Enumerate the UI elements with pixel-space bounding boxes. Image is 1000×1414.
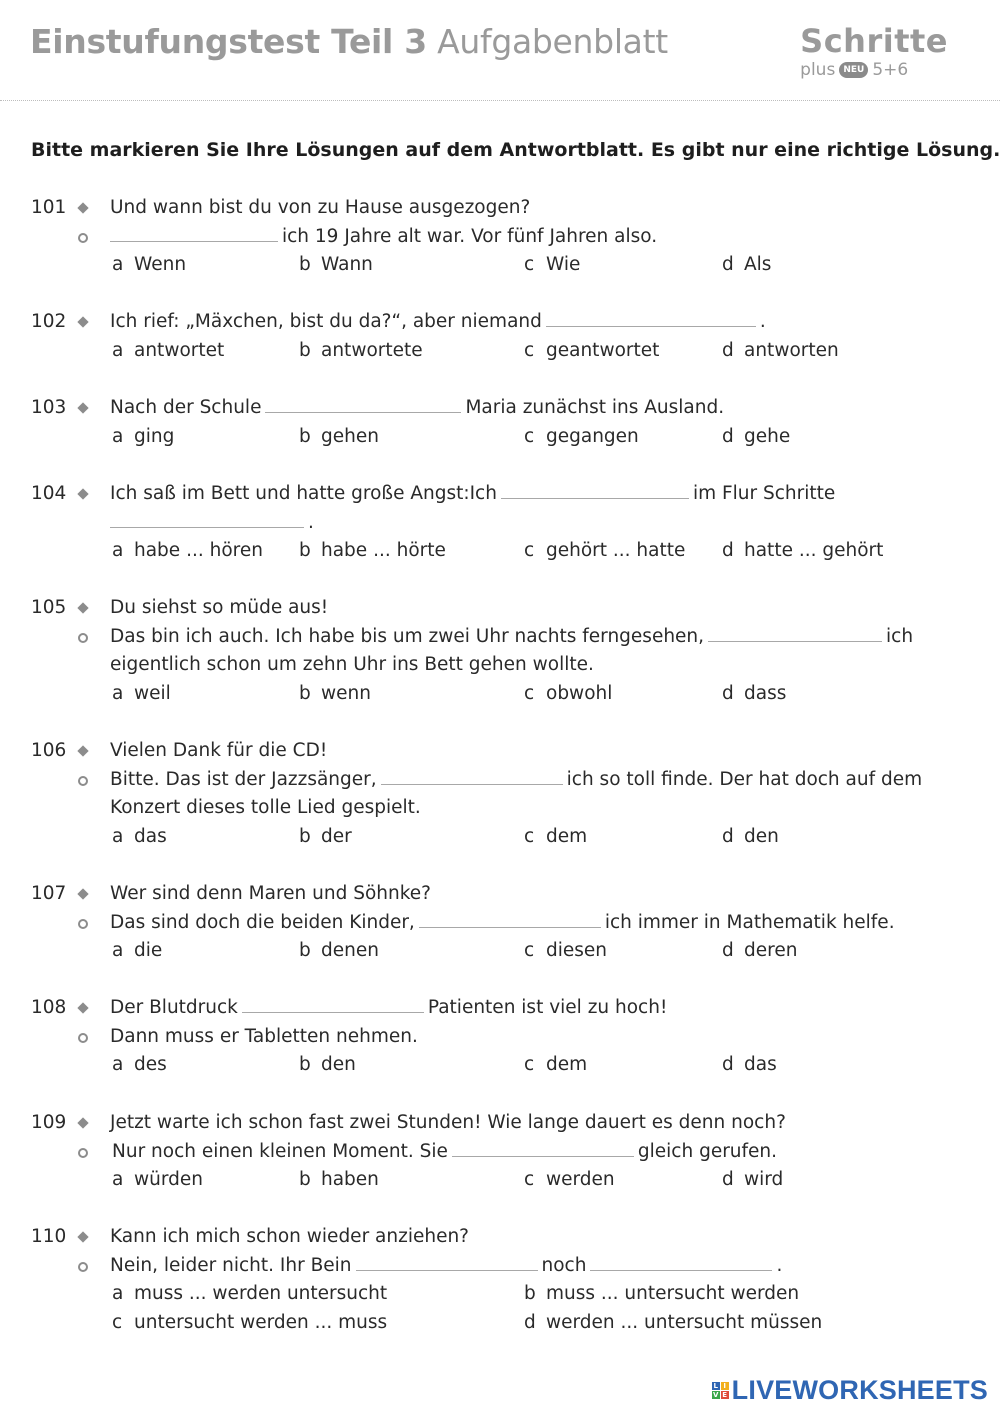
- option-letter: a: [112, 425, 124, 447]
- question-prompt: [110, 994, 667, 1023]
- option-d[interactable]: [722, 1051, 777, 1080]
- reply-text: ich so toll finde. Der hat doch auf dem: [566, 768, 923, 790]
- option-letter: c: [524, 425, 535, 447]
- option-letter: d: [722, 254, 734, 276]
- option-letter: a: [112, 940, 124, 962]
- answer-blank[interactable]: [546, 308, 756, 327]
- option-b[interactable]: [299, 251, 373, 280]
- option-b[interactable]: [299, 1051, 356, 1080]
- reply-text: Nur noch einen kleinen Moment. Sie: [112, 1140, 448, 1162]
- reply-line: [106, 223, 657, 252]
- option-letter: b: [299, 940, 311, 962]
- circle-bullet-icon: [77, 1147, 89, 1159]
- diamond-bullet-icon: [77, 889, 89, 901]
- option-text: das: [744, 1054, 777, 1076]
- option-text: Wann: [321, 254, 373, 276]
- option-text: gehen: [321, 425, 379, 447]
- reply-line: [110, 623, 913, 652]
- option-letter: a: [112, 339, 124, 361]
- logo-cell: V: [712, 1391, 719, 1399]
- option-a[interactable]: [112, 337, 224, 366]
- option-letter: b: [299, 254, 311, 276]
- option-d[interactable]: [722, 337, 839, 366]
- neu-badge: NEU: [839, 62, 868, 78]
- option-letter: d: [722, 682, 734, 704]
- question-110: [0, 1223, 1000, 1337]
- option-text: wenn: [321, 682, 371, 704]
- reply-end: .: [776, 1254, 783, 1276]
- question-108: [0, 994, 1000, 1080]
- option-text: deren: [744, 940, 798, 962]
- diamond-bullet-icon: [77, 489, 89, 501]
- logo-cell: L: [713, 1382, 718, 1390]
- reply-text: ich immer in Mathematik helfe.: [604, 911, 895, 933]
- question-103: [0, 394, 1000, 451]
- title-main: Einstufungstest Teil 3: [30, 22, 427, 61]
- option-letter: b: [299, 540, 311, 562]
- reply-text: Das bin ich auch. Ich habe bis um zwei Uhr nachts ferngesehen,: [110, 625, 705, 647]
- question-number: 102: [31, 311, 67, 332]
- reply-line: Dann muss er Tabletten nehmen.: [110, 1025, 418, 1047]
- option-a[interactable]: [112, 537, 263, 566]
- question-prompt: [110, 480, 835, 509]
- question-107: [0, 880, 1000, 966]
- option-text: gehe: [744, 425, 791, 447]
- option-text: den: [744, 825, 779, 847]
- option-text: Wenn: [134, 254, 187, 276]
- option-text: antwortet: [134, 339, 225, 361]
- answer-blank[interactable]: [452, 1138, 634, 1157]
- option-letter: d: [722, 940, 734, 962]
- question-109: [0, 1109, 1000, 1195]
- question-106: [0, 737, 1000, 851]
- option-text: Als: [744, 254, 772, 276]
- option-text: würden: [134, 1169, 203, 1191]
- option-letter: d: [524, 1311, 536, 1333]
- logo-cell: I: [721, 1382, 729, 1390]
- option-c[interactable]: [524, 680, 612, 709]
- answer-blank[interactable]: [110, 509, 304, 528]
- liveworksheets-logo[interactable]: [712, 1375, 988, 1406]
- diamond-bullet-icon: [77, 403, 89, 415]
- option-text: dem: [546, 825, 588, 847]
- answer-blank[interactable]: [356, 1252, 538, 1271]
- reply-line: [110, 766, 922, 795]
- page-title: [30, 22, 668, 61]
- option-b[interactable]: [299, 537, 446, 566]
- question-number: 105: [31, 597, 67, 618]
- option-text: gehört ... hatte: [546, 540, 686, 562]
- diamond-bullet-icon: [77, 317, 89, 329]
- option-letter: b: [299, 825, 311, 847]
- option-c[interactable]: [524, 251, 580, 280]
- reply-line: [112, 1138, 777, 1167]
- option-letter: b: [299, 682, 311, 704]
- option-text: der: [321, 825, 352, 847]
- option-letter: c: [524, 339, 535, 361]
- option-letter: d: [722, 339, 734, 361]
- option-letter: c: [524, 682, 535, 704]
- reply-line: [110, 909, 895, 938]
- option-text: den: [321, 1054, 356, 1076]
- option-text: werden ... untersucht müssen: [546, 1311, 823, 1333]
- option-letter: a: [112, 254, 124, 276]
- option-text: diesen: [546, 940, 608, 962]
- option-letter: a: [112, 1283, 124, 1305]
- question-102: [0, 308, 1000, 365]
- option-text: weil: [134, 682, 171, 704]
- brand-plus: plus: [800, 60, 836, 80]
- diamond-bullet-icon: [77, 203, 89, 215]
- option-letter: c: [524, 254, 535, 276]
- option-d[interactable]: [722, 251, 771, 280]
- question-101: [0, 194, 1000, 280]
- reply-line: [110, 1252, 782, 1281]
- option-c[interactable]: [524, 1051, 587, 1080]
- question-number: 106: [31, 740, 67, 761]
- diamond-bullet-icon: [77, 603, 89, 615]
- instruction-text: Bitte markieren Sie Ihre Lösungen auf dem Antwortblatt. Es gibt nur eine richtige Lösung.: [31, 139, 1000, 161]
- prompt-text: Ich saß im Bett und hatte große Angst:Ich: [110, 483, 497, 504]
- option-d[interactable]: [722, 937, 797, 966]
- prompt-text: Der Blutdruck: [110, 997, 238, 1018]
- option-b[interactable]: [299, 823, 352, 852]
- option-text: das: [134, 825, 167, 847]
- option-letter: d: [722, 1054, 734, 1076]
- answer-blank[interactable]: [242, 994, 424, 1013]
- option-d[interactable]: [722, 537, 883, 566]
- question-prompt-cont: [106, 509, 314, 538]
- option-a[interactable]: [112, 680, 171, 709]
- reply-text: noch: [541, 1254, 587, 1276]
- option-text: wird: [744, 1169, 784, 1191]
- option-a[interactable]: [112, 823, 167, 852]
- option-text: muss ... werden untersucht: [134, 1283, 388, 1305]
- circle-bullet-icon: [77, 1032, 89, 1044]
- prompt-text: im Flur Schritte: [692, 483, 836, 504]
- option-letter: c: [524, 1169, 535, 1191]
- answer-blank[interactable]: [381, 766, 563, 785]
- question-prompt: Jetzt warte ich schon fast zwei Stunden! Wie lange dauert es denn noch?: [110, 1112, 786, 1133]
- answer-blank[interactable]: [708, 623, 882, 642]
- option-text: obwohl: [546, 682, 613, 704]
- option-letter: d: [722, 540, 734, 562]
- brand-logo: [800, 24, 948, 80]
- option-d[interactable]: [722, 423, 790, 452]
- option-text: denen: [321, 940, 379, 962]
- option-text: Wie: [546, 254, 581, 276]
- option-text: habe ... hörte: [321, 540, 446, 562]
- option-letter: d: [722, 1169, 734, 1191]
- reply-text: ich 19 Jahre alt war. Vor fünf Jahren also.: [282, 225, 658, 247]
- reply-cont: eigentlich schon um zehn Uhr ins Bett gehen wollte.: [110, 654, 594, 676]
- option-letter: b: [299, 425, 311, 447]
- answer-blank[interactable]: [590, 1252, 772, 1271]
- question-105: [0, 594, 1000, 708]
- option-letter: d: [722, 825, 734, 847]
- question-number: 110: [31, 1226, 67, 1247]
- option-text: geantwortet: [546, 339, 660, 361]
- prompt-text: Patienten ist viel zu hoch!: [427, 997, 668, 1018]
- logo-text: LIVEWORKSHEETS: [731, 1375, 988, 1405]
- option-c[interactable]: [524, 937, 607, 966]
- question-prompt: Wer sind denn Maren und Söhnke?: [110, 883, 431, 904]
- circle-bullet-icon: [77, 632, 89, 644]
- option-letter: a: [112, 540, 124, 562]
- option-letter: b: [299, 1054, 311, 1076]
- question-prompt: Du siehst so müde aus!: [110, 597, 329, 618]
- option-letter: c: [524, 940, 535, 962]
- option-text: die: [134, 940, 163, 962]
- option-c[interactable]: [524, 537, 685, 566]
- option-c[interactable]: [112, 1309, 387, 1338]
- option-a[interactable]: [112, 423, 174, 452]
- option-text: antworten: [744, 339, 839, 361]
- question-number: 109: [31, 1112, 67, 1133]
- option-text: dem: [546, 1054, 588, 1076]
- question-number: 108: [31, 997, 67, 1018]
- option-letter: a: [112, 1169, 124, 1191]
- brand-subline: [800, 60, 948, 80]
- option-c[interactable]: [524, 423, 639, 452]
- option-a[interactable]: [112, 1166, 203, 1195]
- question-number: 104: [31, 483, 67, 504]
- answer-blank[interactable]: [419, 909, 601, 928]
- reply-text: Das sind doch die beiden Kinder,: [110, 911, 415, 933]
- option-letter: b: [299, 339, 311, 361]
- reply-text: Nein, leider nicht. Ihr Bein: [110, 1254, 352, 1276]
- option-text: gegangen: [546, 425, 639, 447]
- diamond-bullet-icon: [77, 1232, 89, 1244]
- liveworksheets-logo-icon: [712, 1382, 729, 1399]
- circle-bullet-icon: [77, 232, 89, 244]
- option-text: habe ... hören: [134, 540, 263, 562]
- circle-bullet-icon: [77, 1261, 89, 1273]
- brand-name: Schritte: [800, 22, 948, 60]
- reply-text: Bitte. Das ist der Jazzsänger,: [110, 768, 377, 790]
- option-a[interactable]: [112, 1051, 167, 1080]
- answer-blank[interactable]: [265, 394, 461, 413]
- option-letter: d: [722, 425, 734, 447]
- option-c[interactable]: [524, 337, 659, 366]
- circle-bullet-icon: [77, 775, 89, 787]
- diamond-bullet-icon: [77, 1118, 89, 1130]
- option-b[interactable]: [299, 337, 423, 366]
- option-letter: b: [299, 1169, 311, 1191]
- option-text: antwortete: [321, 339, 423, 361]
- title-sub: Aufgabenblatt: [437, 22, 668, 61]
- option-b[interactable]: [299, 680, 371, 709]
- option-d[interactable]: [722, 1166, 783, 1195]
- option-text: untersucht werden ... muss: [134, 1311, 388, 1333]
- prompt-text: Ich rief: „Mäxchen, bist du da?“, aber niemand: [110, 311, 542, 332]
- option-a[interactable]: [112, 1280, 387, 1309]
- option-letter: a: [112, 825, 124, 847]
- option-text: des: [134, 1054, 167, 1076]
- option-text: werden: [546, 1169, 615, 1191]
- prompt-end: .: [759, 311, 766, 332]
- circle-bullet-icon: [77, 918, 89, 930]
- diamond-bullet-icon: [77, 1003, 89, 1015]
- option-text: dass: [744, 682, 787, 704]
- question-104: [0, 480, 1000, 566]
- reply-text: ich: [886, 625, 914, 647]
- prompt-text: Nach der Schule: [110, 397, 262, 418]
- question-prompt: [110, 308, 766, 337]
- option-letter: b: [524, 1283, 536, 1305]
- option-d[interactable]: [722, 823, 779, 852]
- page-header: [0, 0, 1000, 101]
- question-number: 107: [31, 883, 67, 904]
- option-letter: c: [524, 540, 535, 562]
- option-text: hatte ... gehört: [744, 540, 884, 562]
- question-number: 101: [31, 197, 67, 218]
- reply-cont: Konzert dieses tolle Lied gespielt.: [110, 797, 421, 819]
- option-b[interactable]: [299, 937, 379, 966]
- answer-blank[interactable]: [501, 480, 689, 499]
- option-c[interactable]: [524, 823, 587, 852]
- option-text: ging: [134, 425, 175, 447]
- diamond-bullet-icon: [77, 746, 89, 758]
- option-letter: c: [112, 1311, 123, 1333]
- option-letter: a: [112, 682, 124, 704]
- option-text: haben: [321, 1169, 379, 1191]
- logo-cell: E: [722, 1391, 728, 1399]
- question-prompt: [110, 394, 724, 423]
- option-c[interactable]: [524, 1166, 615, 1195]
- option-letter: c: [524, 1054, 535, 1076]
- reply-text: gleich gerufen.: [637, 1140, 778, 1162]
- option-letter: c: [524, 825, 535, 847]
- option-b[interactable]: [524, 1280, 799, 1309]
- question-number: 103: [31, 397, 67, 418]
- brand-levels: 5+6: [872, 60, 909, 80]
- option-d[interactable]: [524, 1309, 822, 1338]
- option-letter: a: [112, 1054, 124, 1076]
- question-prompt: Und wann bist du von zu Hause ausgezogen?: [110, 197, 531, 218]
- question-prompt: Kann ich mich schon wieder anziehen?: [110, 1226, 469, 1247]
- option-b[interactable]: [299, 1166, 379, 1195]
- option-a[interactable]: [112, 251, 186, 280]
- option-b[interactable]: [299, 423, 379, 452]
- prompt-text: Maria zunächst ins Ausland.: [465, 397, 725, 418]
- option-d[interactable]: [722, 680, 786, 709]
- question-prompt: Vielen Dank für die CD!: [110, 740, 328, 761]
- option-a[interactable]: [112, 937, 162, 966]
- option-text: muss ... untersucht werden: [546, 1283, 800, 1305]
- prompt-end: .: [308, 511, 314, 533]
- answer-blank[interactable]: [110, 223, 278, 242]
